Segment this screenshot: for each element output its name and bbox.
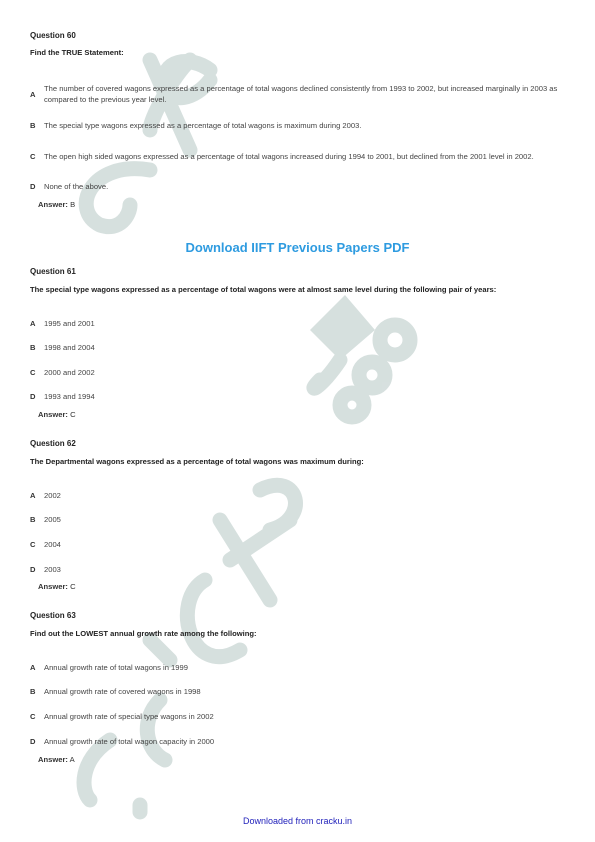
- option-text: Annual growth rate of total wagon capacity in 2000: [44, 737, 215, 746]
- option-letter: D: [30, 737, 36, 746]
- answer-label: Answer:: [38, 200, 68, 209]
- option-d: [30, 181, 575, 192]
- option-letter: C: [30, 368, 36, 377]
- answer-value: A: [69, 755, 75, 764]
- question-text: The special type wagons expressed as a percentage of total wagons were at almost same level during the following pair of years:: [30, 285, 497, 294]
- option-a: [30, 82, 575, 106]
- question-60-header: [30, 31, 575, 40]
- option-b: [30, 342, 575, 353]
- option-letter: B: [30, 515, 36, 524]
- option-letter: D: [30, 392, 36, 401]
- option-text: Annual growth rate of special type wagons in 2002: [44, 712, 214, 721]
- option-a: [30, 318, 575, 329]
- option-letter: A: [30, 491, 36, 500]
- option-text: The number of covered wagons expressed as a percentage of total wagons declined consistently from 1993 to 2002, but increased marginally in 2003 as compared to the previous year level.: [44, 84, 558, 104]
- answer-label: Answer:: [38, 755, 68, 764]
- option-text: 2000 and 2002: [44, 368, 95, 377]
- question-number: Question 61: [30, 267, 76, 276]
- option-d: [30, 391, 575, 402]
- option-text: 2004: [44, 540, 61, 549]
- option-text: 1998 and 2004: [44, 343, 95, 352]
- option-b: [30, 686, 575, 697]
- option-c: [30, 144, 575, 168]
- answer-line: [38, 755, 75, 764]
- option-text: 2003: [44, 565, 61, 574]
- question-60-text: [30, 48, 575, 57]
- option-a: [30, 490, 575, 501]
- question-63-text: [30, 629, 575, 638]
- question-text: The Departmental wagons expressed as a percentage of total wagons was maximum during:: [30, 457, 364, 466]
- option-text: Annual growth rate of covered wagons in 1998: [44, 687, 201, 696]
- option-text: The open high sided wagons expressed as a percentage of total wagons increased during 1994 to 2001, but declined from the 2001 level in 2002.: [44, 151, 534, 161]
- download-papers-link[interactable]: Download IIFT Previous Papers PDF: [185, 240, 410, 255]
- question-number: Question 60: [30, 31, 76, 40]
- option-text: None of the above.: [44, 182, 109, 191]
- option-c: [30, 539, 575, 550]
- option-letter: D: [30, 565, 36, 574]
- option-text: 1995 and 2001: [44, 319, 95, 328]
- answer-label: Answer:: [38, 410, 68, 419]
- option-letter: B: [30, 343, 36, 352]
- question-61-text: [30, 285, 575, 294]
- option-letter: C: [30, 712, 36, 721]
- option-letter: B: [30, 687, 36, 696]
- question-62-header: [30, 439, 575, 448]
- footer-link[interactable]: Downloaded from cracku.in: [242, 816, 353, 826]
- option-letter: C: [30, 540, 36, 549]
- answer-value: B: [70, 200, 76, 209]
- option-c: [30, 367, 575, 378]
- option-text: Annual growth rate of total wagons in 1999: [44, 663, 188, 672]
- question-number: Question 62: [30, 439, 76, 448]
- option-text: The special type wagons expressed as a percentage of total wagons is maximum during 2003.: [44, 121, 362, 130]
- answer-label: Answer:: [38, 582, 68, 591]
- option-letter: C: [30, 151, 36, 161]
- option-b: [30, 120, 575, 131]
- question-number: Question 63: [30, 611, 76, 620]
- option-letter: A: [30, 89, 36, 99]
- answer-value: C: [70, 582, 76, 591]
- option-text: 1993 and 1994: [44, 392, 95, 401]
- answer-line: [38, 410, 76, 419]
- option-d: [30, 564, 575, 575]
- option-text: 2002: [44, 491, 61, 500]
- answer-line: [38, 200, 75, 209]
- answer-value: C: [70, 410, 76, 419]
- option-text: 2005: [44, 515, 61, 524]
- option-d: [30, 736, 575, 747]
- option-c: [30, 711, 575, 722]
- option-letter: A: [30, 319, 36, 328]
- question-62-text: [30, 457, 575, 466]
- question-text: Find out the LOWEST annual growth rate among the following:: [30, 629, 257, 638]
- question-63-header: [30, 611, 575, 620]
- option-letter: D: [30, 182, 36, 191]
- answer-line: [38, 582, 76, 591]
- question-text: Find the TRUE Statement:: [30, 48, 124, 57]
- option-letter: A: [30, 663, 36, 672]
- option-letter: B: [30, 121, 36, 130]
- option-b: [30, 514, 575, 525]
- option-a: [30, 662, 575, 673]
- question-61-header: [30, 267, 575, 276]
